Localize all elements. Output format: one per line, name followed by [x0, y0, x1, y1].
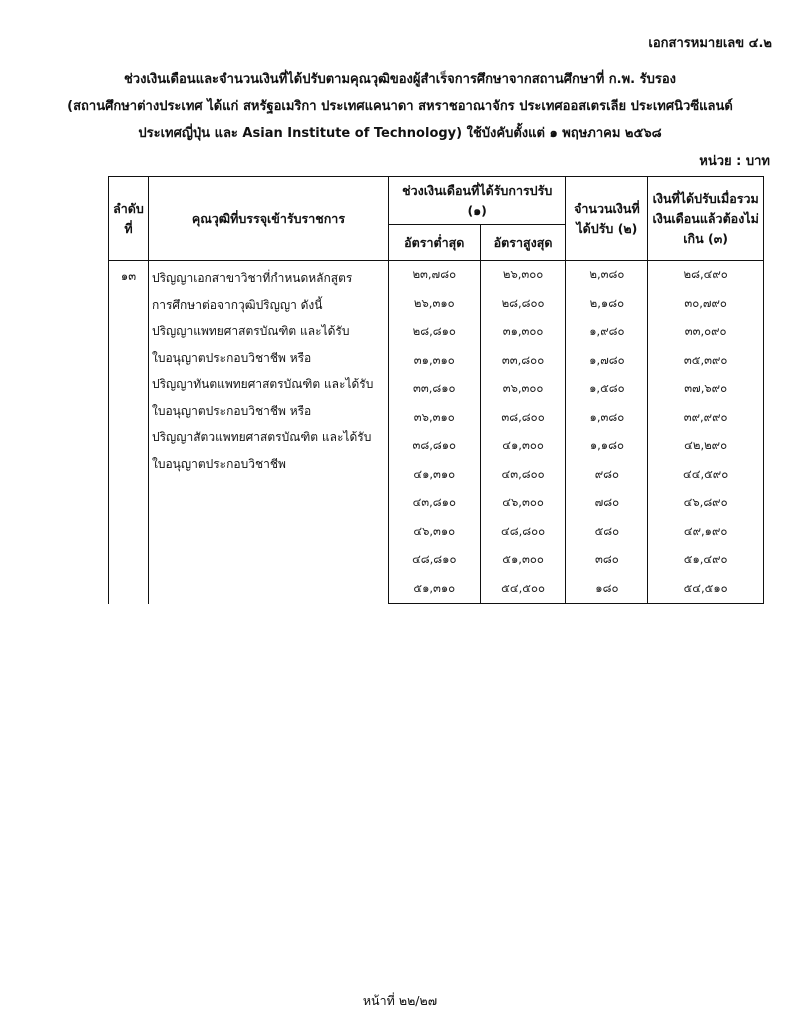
max-cell: ๓๖,๓๐๐ [480, 375, 566, 404]
cap-cell: ๕๑,๔๙๐ [648, 546, 764, 575]
qualification-line: ใบอนุญาตประกอบวิชาชีพ หรือ [151, 350, 312, 365]
adjust-cell: ๑,๙๘๐ [566, 318, 648, 347]
min-cell: ๓๓,๘๑๐ [388, 375, 480, 404]
header-qualification: คุณวุฒิที่บรรจุเข้ารับราชการ [148, 177, 388, 261]
min-cell: ๒๘,๘๑๐ [388, 318, 480, 347]
qualification-line: ปริญญาเอกสาขาวิชาที่กำหนดหลักสูตร [151, 271, 353, 285]
adjust-cell: ๒,๑๘๐ [566, 290, 648, 319]
max-cell: ๕๔,๕๐๐ [480, 575, 566, 604]
adjust-cell: ๑,๓๘๐ [566, 404, 648, 433]
salary-table [108, 176, 764, 604]
cap-cell: ๔๙,๑๙๐ [648, 518, 764, 547]
adjust-cell: ๕๘๐ [566, 518, 648, 547]
max-cell: ๔๘,๘๐๐ [480, 518, 566, 547]
max-cell: ๒๖,๓๐๐ [480, 261, 566, 290]
header-max: อัตราสูงสุด [480, 225, 566, 261]
header-salary-range: ช่วงเงินเดือนที่ได้รับการปรับ (๑) [388, 177, 566, 225]
header-seq: ลำดับที่ [109, 177, 149, 261]
document-number-label: เอกสารหมายเลข ๔.๒ [648, 36, 772, 51]
cap-cell: ๓๐,๗๙๐ [648, 290, 764, 319]
min-cell: ๒๓,๗๘๐ [388, 261, 480, 290]
adjust-cell: ๓๘๐ [566, 546, 648, 575]
qualification-line: ปริญญาแพทยศาสตรบัณฑิต และได้รับ [151, 324, 350, 338]
seq-cell: ๑๓ [109, 261, 149, 604]
qualification-line: ใบอนุญาตประกอบวิชาชีพ [151, 456, 286, 471]
min-cell: ๔๑,๓๑๐ [388, 461, 480, 490]
min-cell: ๓๘,๘๑๐ [388, 432, 480, 461]
cap-cell: ๓๗,๖๙๐ [648, 375, 764, 404]
qualification-line: การศึกษาต่อจากวุฒิปริญญา ดังนี้ [151, 297, 323, 312]
title-line-3: ประเทศญี่ปุ่น และ Asian Institute of Technology) ใช้บังคับตั้งแต่ ๑ พฤษภาคม ๒๕๖๘ [138, 126, 662, 141]
cap-cell: ๕๔,๕๑๐ [648, 575, 764, 604]
qualification-line: ปริญญาสัตวแพทยศาสตรบัณฑิต และได้รับ [151, 430, 372, 444]
adjust-cell: ๗๘๐ [566, 489, 648, 518]
cap-cell: ๔๖,๘๙๐ [648, 489, 764, 518]
adjust-cell: ๒,๓๘๐ [566, 261, 648, 290]
qualification-line: ปริญญาทันตแพทยศาสตรบัณฑิต และได้รับ [151, 377, 374, 391]
adjust-cell: ๙๘๐ [566, 461, 648, 490]
header-cap: เงินที่ได้ปรับเมื่อรวมเงินเดือนแล้วต้องไม่เกิน (๓) [648, 177, 764, 261]
adjust-cell: ๑๘๐ [566, 575, 648, 604]
title-line-1: ช่วงเงินเดือนและจำนวนเงินที่ได้ปรับตามคุณวุฒิของผู้สำเร็จการศึกษาจากสถานศึกษาที่ ก.พ. รับรอง [123, 72, 677, 87]
cap-cell: ๔๔,๕๙๐ [648, 461, 764, 490]
min-cell: ๓๖,๓๑๐ [388, 404, 480, 433]
min-cell: ๔๘,๘๑๐ [388, 546, 480, 575]
header-min: อัตราต่ำสุด [388, 225, 480, 261]
min-cell: ๔๖,๓๑๐ [388, 518, 480, 547]
max-cell: ๒๘,๘๐๐ [480, 290, 566, 319]
header-adjust: จำนวนเงินที่ได้ปรับ (๒) [566, 177, 648, 261]
min-cell: ๓๑,๓๑๐ [388, 347, 480, 376]
max-cell: ๔๓,๘๐๐ [480, 461, 566, 490]
max-cell: ๕๑,๓๐๐ [480, 546, 566, 575]
min-cell: ๕๑,๓๑๐ [388, 575, 480, 604]
max-cell: ๓๓,๘๐๐ [480, 347, 566, 376]
cap-cell: ๓๙,๙๙๐ [648, 404, 764, 433]
cap-cell: ๒๘,๔๙๐ [648, 261, 764, 290]
cap-cell: ๓๓,๐๙๐ [648, 318, 764, 347]
qualification-cell [148, 261, 388, 604]
unit-label: หน่วย : บาท [699, 154, 770, 169]
qualification-line: ใบอนุญาตประกอบวิชาชีพ หรือ [151, 403, 312, 418]
max-cell: ๔๑,๓๐๐ [480, 432, 566, 461]
cap-cell: ๔๒,๒๙๐ [648, 432, 764, 461]
max-cell: ๓๘,๘๐๐ [480, 404, 566, 433]
adjust-cell: ๑,๕๘๐ [566, 375, 648, 404]
max-cell: ๓๑,๓๐๐ [480, 318, 566, 347]
min-cell: ๒๖,๓๑๐ [388, 290, 480, 319]
min-cell: ๔๓,๘๑๐ [388, 489, 480, 518]
adjust-cell: ๑,๗๘๐ [566, 347, 648, 376]
cap-cell: ๓๕,๓๙๐ [648, 347, 764, 376]
max-cell: ๔๖,๓๐๐ [480, 489, 566, 518]
title-line-2: (สถานศึกษาต่างประเทศ ได้แก่ สหรัฐอเมริกา ประเทศแคนาดา สหราชอาณาจักร ประเทศออสเตรเลีย ประเทศนิวซีแลนด์ [67, 99, 733, 114]
page-number: หน้าที่ ๒๒/๒๗ [362, 993, 438, 1008]
table-row [109, 261, 764, 290]
adjust-cell: ๑,๑๘๐ [566, 432, 648, 461]
